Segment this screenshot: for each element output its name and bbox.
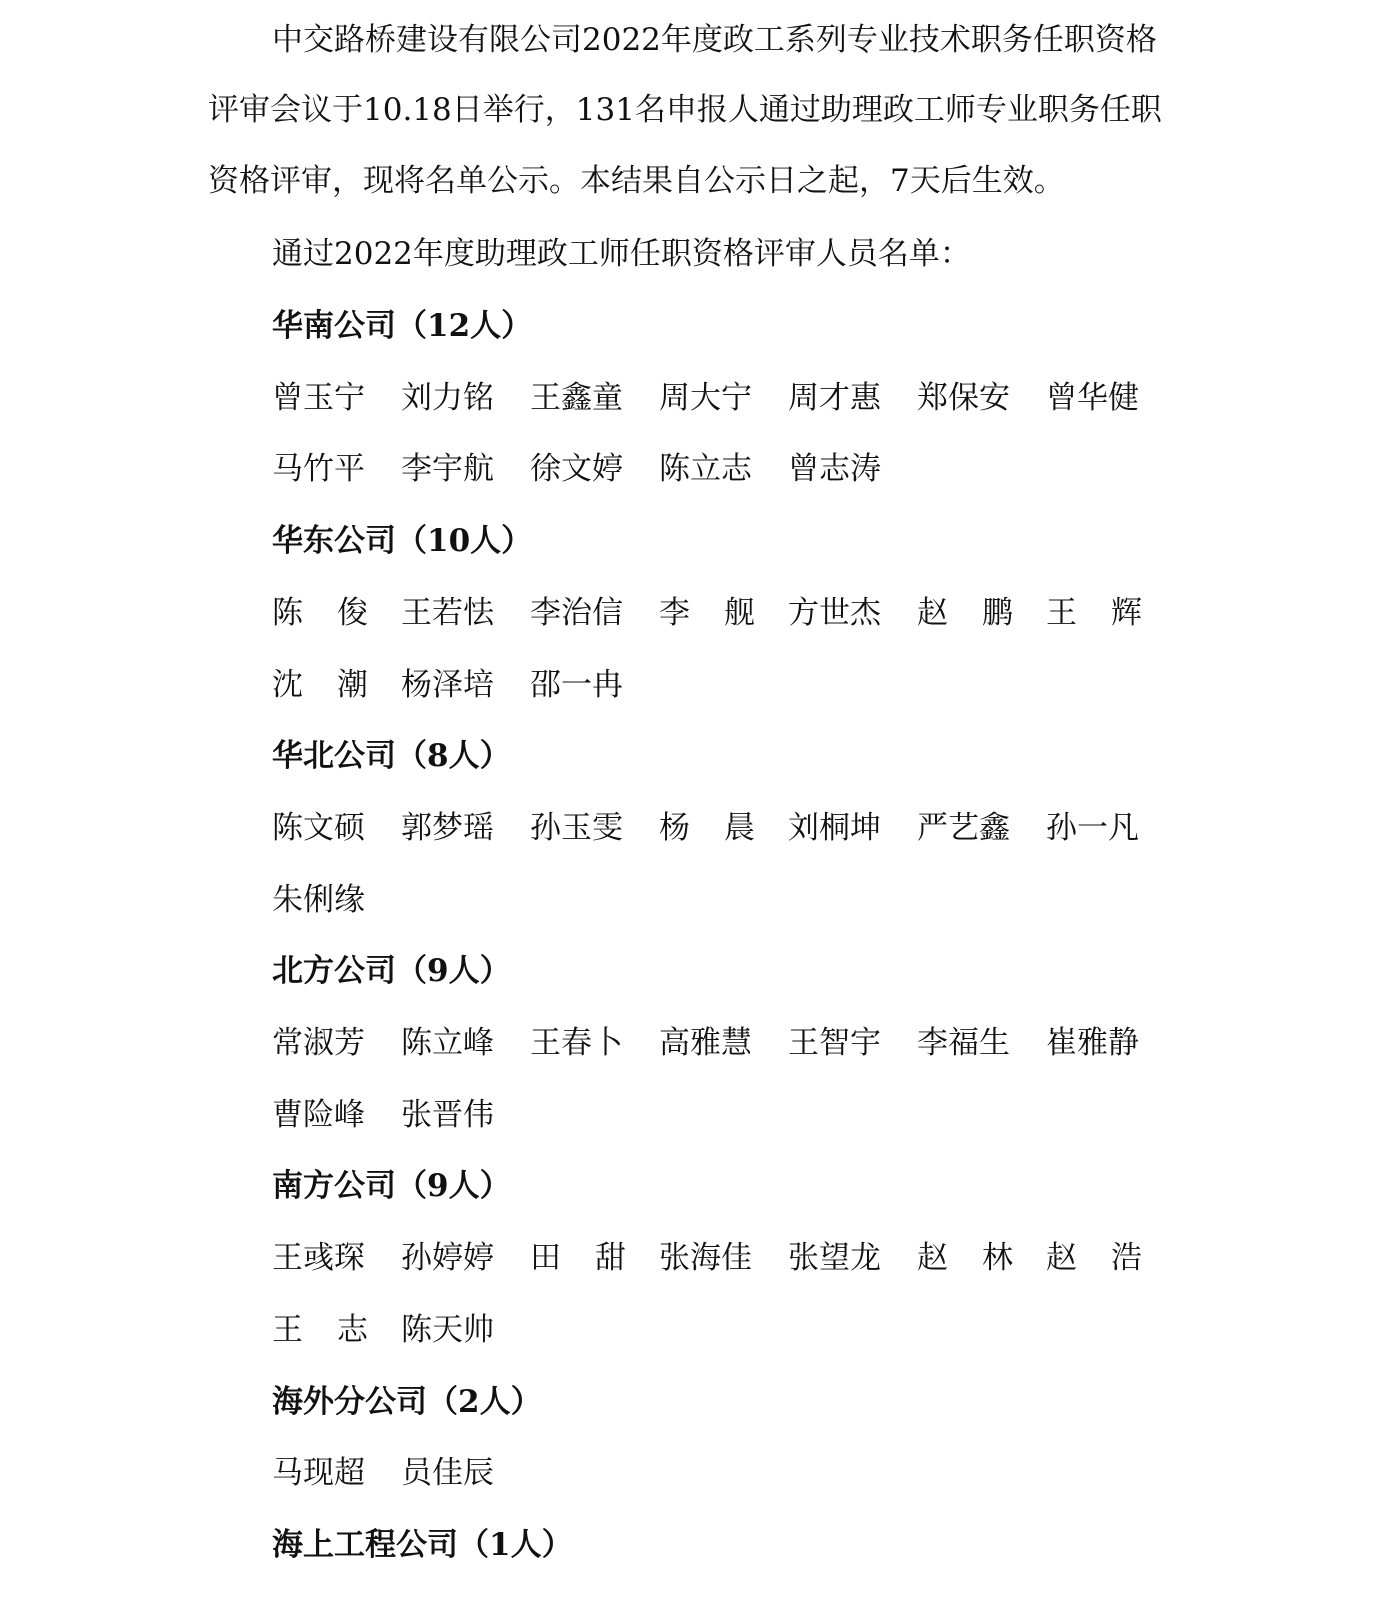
person-name: 周大宁 [659, 379, 752, 416]
person-name: 孙婷婷 [401, 1240, 494, 1277]
person-name: 李治信 [530, 594, 623, 631]
person-name: 严艺鑫 [917, 809, 1010, 846]
person-name: 赵 浩 [1046, 1240, 1142, 1277]
section-heading: 华东公司（10人） [272, 523, 533, 560]
intro-line-3: 资格评审，现将名单公示。本结果自公示日之起，7天后生效。 [208, 163, 1065, 199]
intro-line-1: 中交路桥建设有限公司2022年度政工系列专业技术职务任职资格 [272, 22, 1157, 58]
person-name: 刘桐坤 [788, 809, 881, 846]
person-name: 常淑芳 [272, 1025, 365, 1061]
person-name: 王 志 [272, 1311, 368, 1348]
person-name: 张晋伟 [401, 1096, 494, 1133]
section-heading: 海外分公司（2人） [272, 1383, 542, 1420]
section-heading: 北方公司（9人） [272, 953, 511, 990]
person-name: 马竹平 [272, 451, 365, 488]
section-heading: 华南公司（12人） [272, 308, 533, 344]
person-name: 赵 林 [917, 1240, 1013, 1277]
person-name: 李福生 [917, 1025, 1010, 1061]
person-name: 李宇航 [401, 451, 494, 488]
person-name: 郭梦瑶 [401, 809, 494, 846]
person-name: 员佳辰 [401, 1455, 494, 1492]
person-name: 陈立峰 [401, 1025, 494, 1061]
person-name: 徐文婷 [530, 451, 623, 488]
intro-line-2: 评审会议于10.18日举行，131名申报人通过助理政工师专业职务任职 [208, 92, 1162, 128]
person-name: 周才惠 [788, 379, 881, 416]
person-name: 朱俐缘 [272, 881, 365, 918]
person-name: 王智宇 [788, 1025, 881, 1061]
person-name: 曹险峰 [272, 1096, 365, 1133]
person-name: 陈文硕 [272, 809, 365, 846]
person-name: 马现超 [272, 1455, 365, 1492]
person-name: 高雅慧 [659, 1025, 752, 1061]
person-name: 曾志涛 [788, 451, 881, 488]
person-name: 沈 潮 [272, 666, 368, 703]
person-name: 陈立志 [659, 451, 752, 488]
section-heading: 南方公司（9人） [272, 1168, 511, 1205]
person-name: 田 甜 [530, 1240, 626, 1277]
person-name: 陈 俊 [272, 594, 368, 631]
section-heading: 海上工程公司（1人） [272, 1526, 573, 1563]
person-name: 张海佳 [659, 1240, 752, 1277]
list-title: 通过2022年度助理政工师任职资格评审人员名单： [272, 236, 971, 272]
person-name: 刘力铭 [401, 379, 494, 416]
person-name: 李 舰 [659, 594, 755, 631]
person-name: 杨泽培 [401, 666, 494, 703]
person-name: 邵一冉 [530, 666, 623, 703]
person-name: 陈天帅 [401, 1311, 494, 1348]
person-name: 方世杰 [788, 594, 881, 631]
section-heading: 华北公司（8人） [272, 738, 511, 775]
person-name: 王 辉 [1046, 594, 1142, 631]
person-name: 王鑫童 [530, 379, 623, 416]
person-name: 杨 晨 [659, 809, 755, 846]
person-name: 郑保安 [917, 379, 1010, 416]
person-name: 崔雅静 [1046, 1025, 1139, 1061]
person-name: 张望龙 [788, 1240, 881, 1277]
person-name: 王若怯 [401, 594, 494, 631]
person-name: 王彧琛 [272, 1240, 365, 1277]
person-name: 赵 鹏 [917, 594, 1013, 631]
person-name: 曾华健 [1046, 379, 1139, 416]
person-name: 孙一凡 [1046, 809, 1139, 846]
person-name: 王春卜 [530, 1025, 623, 1061]
person-name: 孙玉雯 [530, 809, 623, 846]
person-name: 曾玉宁 [272, 379, 365, 416]
